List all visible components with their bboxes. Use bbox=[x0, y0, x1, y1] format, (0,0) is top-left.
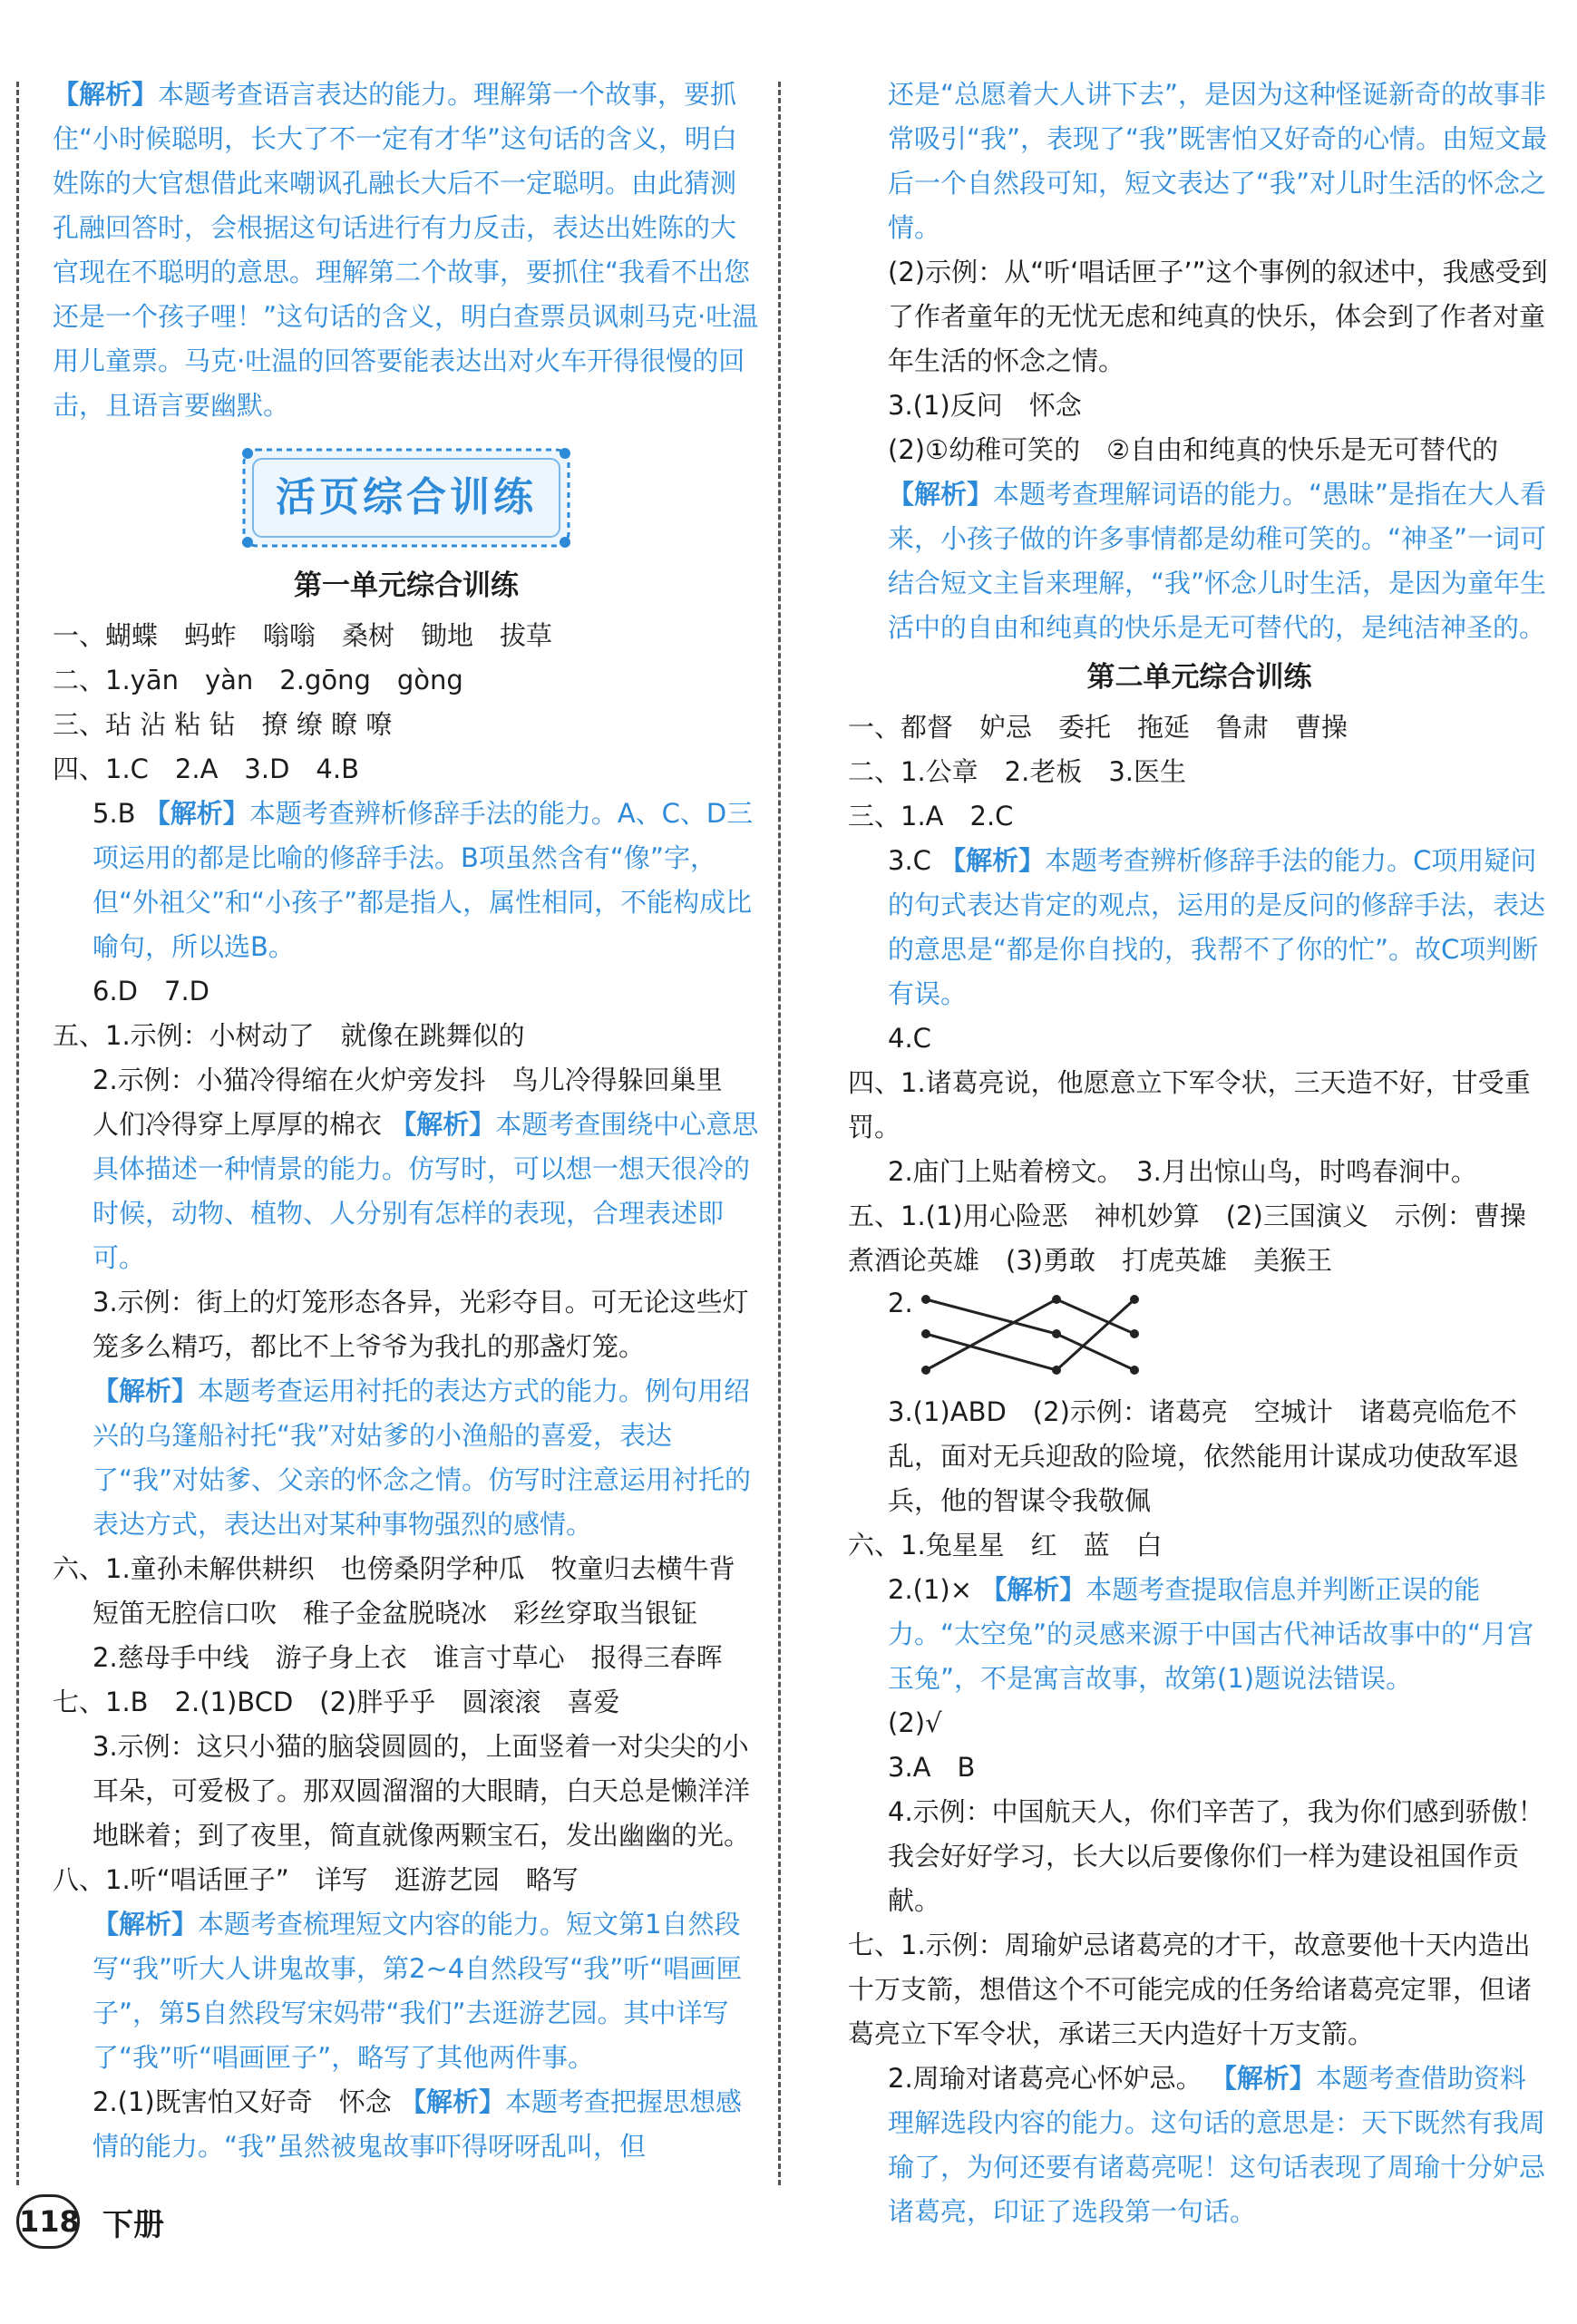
analysis-tag: 【解析】 bbox=[888, 479, 994, 510]
u2-q7-2-answer: 2.周瑜对诸葛亮心怀妒忌。 bbox=[888, 2063, 1202, 2094]
u1-q6-2: 2.慈母手中线 游子身上衣 谁言寸草心 报得三春晖 bbox=[92, 1642, 723, 1673]
u2-q4-23: 2.庙门上贴着榜文。 3.月出惊山鸟，时鸣春涧中。 bbox=[888, 1156, 1477, 1187]
analysis-tag: 【解析】 bbox=[143, 798, 249, 829]
unit1-title: 第一单元综合训练 bbox=[294, 569, 519, 602]
u1-q5-3: 3.示例：街上的灯笼形态各异，光彩夺目。可无论这些灯笼多么精巧，都比不上爷爷为我扎的那盏灯笼。 bbox=[92, 1287, 749, 1362]
u1-q8-1-analysis bbox=[53, 1902, 760, 2080]
analysis-tag: 【解析】 bbox=[390, 1109, 496, 1140]
page-number: 118 bbox=[16, 2194, 80, 2249]
u2-q1: 一、都督 妒忌 委托 拖延 鲁肃 曹操 bbox=[848, 712, 1348, 743]
u1-q5-2-answer: 2.示例：小猫冷得缩在火炉旁发抖 鸟儿冷得躲回巢里 人们冷得穿上厚厚的棉衣 bbox=[92, 1065, 749, 1140]
u2-q5-3: 3.(1)ABD (2)示例：诸葛亮 空城计 诸葛亮临危不乱，面对无兵迎敌的险境，依然能用计谋成功使敌军退兵，他的智谋令我敬佩 bbox=[888, 1396, 1520, 1516]
analysis-text: 本题考查梳理短文内容的能力。短文第1自然段写“我”听大人讲鬼故事，第2~4自然段写“我”听“唱画匣子”，第5自然段写宋妈带“我们”去逛游艺园。其中详写了“我”听“唱画匣子”，略写了其他两件事。 bbox=[92, 1909, 743, 2073]
analysis-text: 本题考查提取信息并判断正误的能力。“太空兔”的灵感来源于中国古代神话故事中的“月宫玉兔”，不是寓言故事，故第(1)题说法错误。 bbox=[888, 1574, 1534, 1694]
u2-q3-4: 4.C bbox=[888, 1023, 931, 1054]
u1-q6-1a: 六、1.童孙未解供耕织 也傍桑阴学种瓜 牧童归去横牛背 bbox=[53, 1553, 735, 1584]
u1-q8-1: 八、1.听“唱话匣子” 详写 逛游艺园 略写 bbox=[53, 1864, 579, 1895]
u2-q6-3: 3.A B bbox=[888, 1752, 976, 1783]
u1-q4-5 bbox=[53, 792, 760, 969]
u1-q4: 四、1.C 2.A 3.D 4.B bbox=[53, 754, 359, 784]
u1-q8-2-analysis-cont: 还是“总愿着大人讲下去”，是因为这种怪诞新奇的故事非常吸引“我”，表现了“我”既害怕又好奇的心情。由短文最后一个自然段可知，短文表达了“我”对儿时生活的怀念之情。 bbox=[888, 79, 1548, 243]
u1-q7-1: 七、1.B 2.(1)BCD (2)胖乎乎 圆滚滚 喜爱 bbox=[53, 1687, 620, 1717]
analysis-text: 本题考查辨析修辞手法的能力。A、C、D三项运用的都是比喻的修辞手法。B项虽然含有“像”字，但“外祖父”和“小孩子”都是指人，属性相同，不能构成比喻句，所以选B。 bbox=[92, 798, 754, 962]
u2-q3: 三、1.A 2.C bbox=[848, 801, 1014, 831]
analysis-text: 本题考查把握思想感情的能力。“我”虽然被鬼故事吓得呀呀乱叫，但 bbox=[92, 2086, 742, 2162]
volume-label: 下册 bbox=[102, 2207, 164, 2243]
u1-q8-3-2 bbox=[848, 428, 1551, 650]
u1-q2: 二、1.yān yàn 2.gōng gòng bbox=[53, 665, 463, 695]
u1-q4-67: 6.D 7.D bbox=[92, 976, 209, 1006]
u2-q3-3-answer: 3.C bbox=[888, 845, 931, 876]
left-margin-dashline bbox=[16, 82, 19, 2185]
u1-q5-2 bbox=[53, 1058, 760, 1280]
u1-q8-3-2-answer: (2)①幼稚可笑的 ②自由和纯真的快乐是无可替代的 bbox=[888, 434, 1499, 465]
matching-lines-icon bbox=[911, 1287, 1147, 1386]
column-divider bbox=[778, 82, 781, 2185]
analysis-text: 本题考查理解词语的能力。“愚昧”是指在大人看来，小孩子做的许多事情都是幼稚可笑的。“神圣”一词可结合短文主旨来理解，“我”怀念儿时生活，是因为童年生活中的自由和纯真的快乐是无可替代的，是纯洁神圣的。 bbox=[888, 479, 1547, 643]
u2-q6-4: 4.示例：中国航天人，你们辛苦了，我为你们感到骄傲！我会好好学习，长大以后要像你们一样为建设祖国作贡献。 bbox=[888, 1796, 1544, 1916]
u2-q5-2-matching bbox=[888, 1287, 1551, 1386]
u1-q7-3: 3.示例：这只小猫的脑袋圆圆的，上面竖着一对尖尖的小耳朵，可爱极了。那双圆溜溜的大眼睛，白天总是懒洋洋地眯着；到了夜里，简直就像两颗宝石，发出幽幽的光。 bbox=[92, 1731, 751, 1851]
analysis-tag: 【解析】 bbox=[939, 845, 1046, 876]
unit2-title: 第二单元综合训练 bbox=[1086, 661, 1312, 694]
u1-q8-3-1: 3.(1)反问 怀念 bbox=[888, 390, 1082, 421]
left-column bbox=[53, 73, 760, 2169]
u1-q4-5-answer: 5.B bbox=[92, 798, 136, 829]
analysis-intro bbox=[53, 73, 760, 428]
analysis-tag: 【解析】 bbox=[92, 1376, 199, 1406]
u2-q6-1: 六、1.兔星星 红 蓝 白 bbox=[848, 1530, 1163, 1561]
analysis-tag: 【解析】 bbox=[980, 1574, 1086, 1605]
u1-q8-2-answer: 2.(1)既害怕又好奇 怀念 bbox=[92, 2086, 392, 2117]
u2-q6-2-answer: 2.(1)× bbox=[888, 1574, 973, 1605]
u2-q2: 二、1.公章 2.老板 3.医生 bbox=[848, 756, 1187, 787]
section-banner bbox=[238, 444, 574, 551]
right-column bbox=[848, 73, 1551, 2234]
analysis-text: 本题考查语言表达的能力。理解第一个故事，要抓住“小时候聪明，长大了不一定有才华”这句话的含义，明白姓陈的大官想借此来嘲讽孔融长大后不一定聪明。由此猜测孔融回答时，会根据这句话进行有力反击，表达出姓陈的大官现在不聪明的意思。理解第二个故事，要抓住“我看不出您还是一个孩子哩！”这句话的含义，明白查票员讽刺马克·吐温用儿童票。马克·吐温的回答要能表达出对火车开得很慢的回击，且语言要幽默。 bbox=[53, 79, 759, 421]
u1-q5-3-analysis bbox=[53, 1369, 760, 1547]
analysis-tag: 【解析】 bbox=[399, 2086, 505, 2117]
analysis-text: 本题考查围绕中心意思具体描述一种情景的能力。仿写时，可以想一想天很冷的时候，动物、植物、人分别有怎样的表现，合理表述即可。 bbox=[92, 1109, 759, 1273]
u1-q3: 三、玷 沾 粘 钻 撩 缭 瞭 嘹 bbox=[53, 709, 393, 740]
analysis-tag: 【解析】 bbox=[92, 1909, 199, 1940]
u2-q6-2 bbox=[848, 1568, 1551, 1701]
analysis-text: 本题考查运用衬托的表达方式的能力。例句用绍兴的乌篷船衬托“我”对姑爹的小渔船的喜爱，表达了“我”对姑爹、父亲的怀念之情。仿写时注意运用衬托的表达方式，表达出对某种事物强烈的感情。 bbox=[92, 1376, 752, 1540]
analysis-text: 本题考查借助资料理解选段内容的能力。这句话的意思是：天下既然有我周瑜了，为何还要有诸葛亮呢！这句话表现了周瑜十分妒忌诸葛亮，印证了选段第一句话。 bbox=[888, 2063, 1546, 2227]
u2-q5-1: 五、1.(1)用心险恶 神机妙算 (2)三国演义 示例：曹操煮酒论英雄 (3)勇敢 打虎英雄 美猴王 bbox=[848, 1201, 1526, 1276]
u1-q8-2-2: (2)示例：从“听‘唱话匣子’”这个事例的叙述中，我感受到了作者童年的无忧无虑和纯真的快乐，体会到了作者对童年生活的怀念之情。 bbox=[888, 257, 1548, 376]
u2-q7-1: 七、1.示例：周瑜妒忌诸葛亮的才干，故意要他十天内造出十万支箭，想借这个不可能完成的任务给诸葛亮定罪，但诸葛亮立下军令状，承诺三天内造好十万支箭。 bbox=[848, 1930, 1533, 2049]
u1-q5-1: 五、1.示例：小树动了 就像在跳舞似的 bbox=[53, 1020, 525, 1051]
banner-title: 活页综合训练 bbox=[276, 474, 537, 520]
analysis-text: 本题考查辨析修辞手法的能力。C项用疑问的句式表达肯定的观点，运用的是反问的修辞手法，表达的意思是“都是你自找的，我帮不了你的忙”。故C项判断有误。 bbox=[888, 845, 1546, 1009]
u2-q6-2-2: (2)√ bbox=[888, 1707, 942, 1738]
analysis-tag: 【解析】 bbox=[53, 79, 159, 110]
u2-q4-1: 四、1.诸葛亮说，他愿意立下军令状，三天造不好，甘受重罚。 bbox=[848, 1067, 1531, 1143]
u1-q6-1b: 短笛无腔信口吹 稚子金盆脱晓冰 彩丝穿取当银钲 bbox=[92, 1598, 698, 1629]
analysis-tag: 【解析】 bbox=[1210, 2063, 1316, 2094]
u2-q7-2 bbox=[848, 2057, 1551, 2234]
u1-q8-2 bbox=[53, 2080, 760, 2169]
u1-q1: 一、蝴蝶 蚂蚱 嗡嗡 桑树 锄地 拔草 bbox=[53, 620, 553, 651]
u2-q3-3 bbox=[848, 839, 1551, 1016]
u2-q5-2-label: 2. bbox=[888, 1288, 913, 1318]
